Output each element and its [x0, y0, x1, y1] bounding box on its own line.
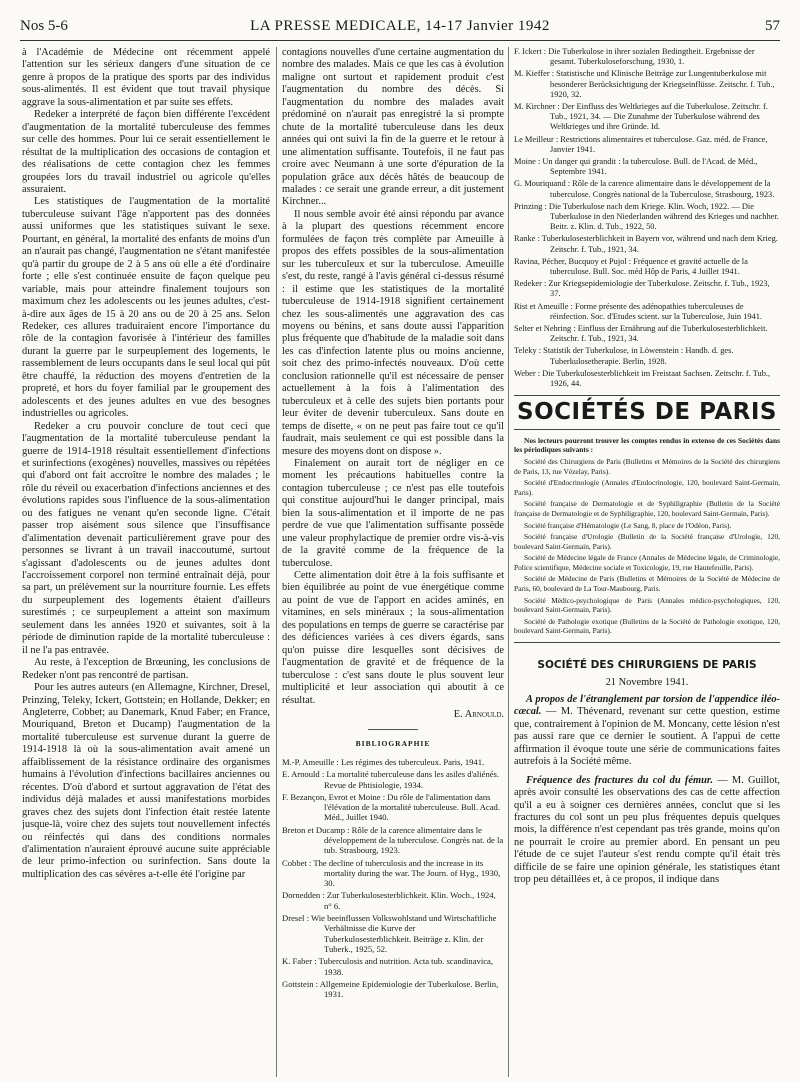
- column-2: [282, 47, 504, 1077]
- bibliography-entry: K. Faber : Tuberculosis and nutrition. Acta tub. scandinavica, 1938.: [282, 956, 493, 977]
- page-number: 57: [765, 18, 780, 34]
- paragraph: à l'Académie de Médecine ont récemment appelé l'attention sur les sérieux dangers d'une situation de ce genre à propos de la pratique des sports par des individus sous-alimentés. Il est évident que tout travail physique aggrave la sous-alimentation et par suite ses effets.: [22, 47, 270, 108]
- paragraph: Redeker a cru pouvoir conclure de tout ceci que l'augmentation de la mortalité tuberculeuse pendant la guerre de 1914-1918 résultait essentiellement d'infections et surinfections (exogènes) nouvelles, massives ou répétées qui d'abord ont fait accroître le nombre des malades ; le rôle du réveil ou exacerbation d'infections anciennes et des évolutions rapides sous l'influence de la sous-alimentation ou des fatigues ne venant qu'en seconde ligne. C'était passer trop aisément sous silence que l'insuffisance d'alimentation devenait particulièrement grave pour des personnes se livrant à un travail inaccoutumé, surtout s'agissant d'adolescents ou de jeunes adultes dont l'accroissement corporel non terminé entraînait déjà, pour sa part, un prélèvement sur la nourriture fournie. Les effets du surpeuplement des logements étaient d'ailleurs surestimés ; ce surpeuplement a atteint son maximum seulement dans les années 1920 et suivantes, soit à la période de diminution rapide de la mortalité tuberculeuse : il ne l'a pas entravée.: [22, 420, 270, 656]
- society-entry: Société des Chirurgiens de Paris (Bulletins et Mémoires de la Société des chirurgiens de Paris, 13, rue Vézelay, Paris).: [514, 456, 780, 476]
- bibliography-entry: Breton et Ducamp : Rôle de la carence alimentaire dans le développement de la tuberculose. Congrès nat. de la tub. Strasbourg, 1923.: [282, 824, 504, 856]
- bibliography-entry: E. Arnould : La mortalité tuberculeuse dans les asiles d'aliénés. Revue de Phtisiologie, 1934.: [282, 769, 500, 790]
- bibliography-entry: Prinzing : Die Tuberkulose nach dem Kriege. Klin. Woch, 1922. — Die Tuberkulose in den Niederlanden während des Krieges und nachher. Beitr. z. Klin. d. Tub., 1922, 50.: [514, 201, 779, 232]
- bibliography-entry: Teleky : Statistik der Tuberkulose, in Löwenstein : Handb. d. ges. Tuberkulosetherapie. Berlin, 1928.: [514, 346, 734, 366]
- bibliography-entry: M. Kieffer : Statistische und Klinische Beiträge zur Lungentuberkulose mit besonderer Berücksichtigung der Kriegseinflüsse. Zeitschr. f. Tub., 1920, 32.: [514, 69, 775, 99]
- paragraph: Au reste, à l'exception de Brœuning, les conclusions de Redeker n'ont pas rencontré de partisan.: [22, 657, 270, 681]
- societies-intro: Nos lecteurs pourront trouver les comptes rendus in extenso de ces Sociétés dans les périodiques suivants :: [514, 435, 780, 455]
- societies-list: [514, 436, 780, 636]
- bibliography-entry: Moine : Un danger qui grandit : la tuberculose. Bull. de l'Acad. de Méd., Septembre 1941.: [514, 157, 758, 177]
- paragraph: contagions nouvelles d'une certaine augmentation du nombre des malades. Mais ce que les cas à évolution maligne ont surtout et rapidement produit c'est l'augmentation du nombre des décès. Si l'augmentation du nombre des malades avait prédominé on n'aurait pas enregistré la si prompte chute de la mortalité tuberculeuse dans les deux années qui ont suivi la fin de la guerre et le retour à une alimentation suffisante. Toutefois, il ne faut pas croire avec Neumann à une sorte d'épuration de la population grâce aux décès hâtés de beaucoup de malades : ce serait une grande erreur, a dit justement Kirchner...: [282, 47, 504, 208]
- communication: [514, 694, 780, 769]
- bibliography-heading: BIBLIOGRAPHIE: [355, 739, 431, 749]
- header-rule: [20, 40, 780, 41]
- communication-title: Fréquence des fractures du col du fémur.: [526, 774, 713, 786]
- communication: [514, 775, 780, 887]
- society-entry: Société française d'Hématologie (Le Sang, 8, place de l'Odéon, Paris).: [524, 520, 732, 530]
- paragraph: Pour les autres auteurs (en Allemagne, Kirchner, Dresel, Prinzing, Teleky, Ickert, Gottstein; en Hollande, Dekker; en Angleterre, Cobbet; au Danemark, Knud Faber; en France, Mouriquand, Breton et Ducamp) l'augmentation de la mortalité tuberculeuse est survenue durant la guerre de 1914-1918 là où la sous-alimentation avait amené un affaiblissement de la résistance ordinaire des organismes humains à l'évolution d'infections bacillaires anciennes ou récentes. D'où d'abord et surtout aggravation de l'état des individus déjà malades et aussi manifestations morbides graves chez des sujets dont l'infection était restée latente jusque-là, voire chez des sujets tout nouvellement infectés ou réinfectés qui dans des conditions normales d'alimentation n'auraient éprouvé aucune suite appréciable de leur primo-infection ou surinfection. Sans doute la multiplication des cas sévères a-t-elle été l'origine par: [22, 682, 270, 880]
- paragraph: Cette alimentation doit être à la fois suffisante et bien équilibrée au point de vue énergétique comme au point de vue de l'apport en acides aminés, en vitamines, en sels minéraux ; la sous-alimentation des populations en temps de guerre se caractérise par des déficiences variées à ces divers égards, sans qu'on puisse dire lesquelles sont décisives de l'augmentation de gravité et de fréquence de la tuberculose : c'est sans doute le plus souvent leur multiplicité et leur association qui aboutit à ce résultat.: [282, 570, 504, 706]
- bibliography-entry: Cobbet : The decline of tuberculosis and the increase in its mortality during the war. The Journ. of Hyg., 1930, 30.: [282, 857, 501, 889]
- bibliography-entry: Ravina, Pécher, Bucquoy et Pujol : Fréquence et gravité actuelle de la tuberculose. Bull. Soc. méd Hôp de Paris, 4 Juillet 1941.: [514, 256, 748, 277]
- bibliography-entry: Rist et Ameuille : Forme présente des adénopathies tuberculeuses de réinfection. Soc. d'Etudes scient. sur la Tuberculose, Juin 1941.: [514, 301, 763, 321]
- communication-text: — M. Guillot, après avoir consulté les observations des cas de cette affection qu'il a eu à soigner ces dernières années, conclut que si les fractures du col sont un peu plus fréquentes depuis quelques mois, la différence n'est cependant pas très grande, moins qu'on ne pourrait le croire au premier abord. En pensant un peu l'étude de ce sujet l'auteur s'est rendu compte qu'il était très difficile de se faire une opinion générale, les statistiques étant trop peu détaillées et, à ce propos, il indique dans: [514, 774, 780, 886]
- society-entry: Société de Médecine légale de France (Annales de Médecine légale, de Criminologie, Police scientifique, Médecine sociale et Toxicologie, 19, rue Hautefeuille, Paris).: [514, 553, 780, 572]
- column-1: [22, 47, 270, 1077]
- paragraph: Les statistiques de l'augmentation de la mortalité tuberculeuse suivant l'âge n'apportent pas des données aussi uniformes que les statistiques suivant le sexe. Pourtant, en général, la mortalité des enfants de moins d'un an n'aurait pas changé, l'augmentation ne s'étant manifestée qu'à partir du groupe de 2 à 5 ans où elle a été d'ordinaire forte ; elle s'est continuée ensuite de façon quelque peu variable, mais pour atteindre finalement toujours son maximum chez les adolescents ou les jeunes adultes, c'est-à-dire aux âges de 15 à 20 ans ou de 20 à 25 ans. Selon Redeker, ces allures traduiraient encore l'importance du rôle de la contagion favorisée à l'intérieur des familles durant la guerre par le surpeuplement des logements, le rassemblement de leurs occupants dans le seul local qui pût être chauffé, la réduction des moyens d'entretien de la propreté, et hors du foyer familial par le groupement des adolescents et des jeunes adultes en vue des besognes industrielles ou agricoles.: [22, 196, 270, 420]
- bibliography-entry: Selter et Nehring : Einfluss der Ernährung auf die Tuberkulosesterblichkeit. Zeitschr. f. Tub., 1921, 34.: [514, 324, 768, 344]
- society-entry: Société française de Dermatologie et de Syphiligraphie (Bulletin de la Société française de Dermatologie et de Syphiligraphie, 120, boulevard Saint-Germain, Paris).: [514, 499, 780, 518]
- communication-title: A propos de l'étranglement par torsion de l'appendice iléo-cæcal.: [514, 693, 780, 718]
- column-divider: [276, 47, 277, 1077]
- section-rule: [514, 642, 780, 643]
- society-entry: Société Médico-psychologique de Paris (Annales médico-psychologiques, 120, boulevard Saint-Germain, Paris).: [514, 595, 780, 615]
- section-rule: [514, 395, 780, 396]
- page-header: [20, 18, 780, 40]
- communication-text: — M. Thévenard, revenant sur cette question, estime que, contrairement à l'opinion de M. Moncany, cette lésion n'est pas aussi rare que ce dernier le soutient. A l'appui de cette affirmation il évoque toute une série de communications faites autrefois à la Société même.: [514, 706, 780, 768]
- bibliography-entry: M.-P. Ameuille : Les régimes des tuberculeux. Paris, 1941.: [282, 756, 485, 767]
- bibliography-entry: F. Ickert : Die Tuberkulose in ihrer sozialen Bedingtheit. Ergebnisse der gesamt. Tuberkuloseforschung, 1930, 1.: [514, 47, 755, 67]
- section-rule: [514, 429, 780, 430]
- paragraph: Il nous semble avoir été ainsi répondu par avance à la plupart des questions récemment encore formulées de façon très complète par Ameuille à propos des effets possibles de la sous-alimentation sur les tuberculeux et sur la tuberculose. Ameuille s'est, du reste, rangé à l'avis général ci-dessus résumé : il estime que les statistiques de la mortalité tuberculeuse de 1914-1918 signifient certainement chez les sous-alimentés une aggravation des cas moyens ou bénins, et sans doute aussi l'apparition plus fréquente que d'habitude de la maladie soit dans les cas d'infection latente plus ou moins ancienne, soit chez des primo-infectés nouveaux. D'où cette conclusion rationnelle qu'il est nécessaire de penser actuellement à la fois à l'alimentation des tuberculeux et à celle des sujets bien portants pour leur éviter de devenir tuberculeux. Sans doute en temps de disette, « on ne peut pas faire tout ce qu'il faudrait, mais seulement ce qui est possible dans la mesure des moyens dont on dispose ».: [282, 208, 504, 457]
- article-author: E. Arnould.: [453, 709, 504, 721]
- society-entry: Société de Pathologie exotique (Bulletins de la Société de Pathologie exotique, 120, boulevard Saint-Germain, Paris).: [514, 616, 780, 636]
- column-3: [514, 47, 780, 1077]
- bibliography-entry: Ranke : Tuberkulosesterblichkeit in Bayern vor, während und nach dem Krieg. Zeitschr. f. Tub., 1921, 34.: [514, 234, 778, 254]
- society-entry: Société de Médecine de Paris (Bulletins et Mémoires de la Société de Médecine de Paris, 60, boulevard de La Tour-Maubourg, Paris.: [514, 574, 780, 594]
- paragraph: Finalement on aurait tort de négliger en ce moment les précautions habituelles contre la contagion tuberculeuse ; ce n'est pas elle toutefois qui constitue aujourd'hui le danger principal, mais bien la sous-alimentation et il importe de ne pas perdre de vue que l'alimentation suffisante possède une valeur prophylactique de premier ordre vis-à-vis de la gravité comme de la fréquence de la tuberculose.: [282, 457, 504, 569]
- bibliography-entry: G. Mouriquand : Rôle de la carence alimentaire dans le développement de la tuberculose. Congrès national de la Tuberculose, Strasbourg, 1923.: [514, 179, 775, 199]
- bibliography-entry: Dornedden : Zur Tuberkulosesterblichkeit. Klin. Woch., 1924, n° 6.: [282, 890, 496, 911]
- journal-title: LA PRESSE MEDICALE, 14-17 Janvier 1942: [250, 18, 550, 34]
- section-title: SOCIÉTÉS DE PARIS: [517, 399, 777, 426]
- issue-number: Nos 5-6: [20, 18, 68, 34]
- bibliography-entry: Dresel : Wie beeinflussen Volkswohlstand und Wirtschaftliche Verhältnisse die Kurve der Tuberkulosesterblichkeit. Beiträge z. Klin. der Tuberk., 1925, 52.: [282, 913, 497, 954]
- bibliography-entry: M. Kirchner : Der Einfluss des Weltkrieges auf die Tuberkulose. Zeitschr. f. Tub., 1921, 34. — Die Zunahme der Tuberkulose während des Weltkrieges und ihre Gründe. Id.: [514, 102, 768, 132]
- society-entry: Société française d'Urologie (Bulletin de la Société française d'Urologie, 120, boulevard Saint-Germain, Paris).: [514, 532, 780, 551]
- bibliography-entry: Gottstein : Allgemeine Epidemiologie der Tuberkulose. Berlin, 1931.: [282, 978, 499, 1000]
- separator: [368, 729, 418, 730]
- society-title: SOCIÉTÉ DES CHIRURGIENS DE PARIS: [537, 659, 757, 672]
- meeting-date: 21 Novembre 1941.: [605, 677, 689, 689]
- bibliography-entry: Weber : Die Tuberkulosesterblichkeit im Freistaat Sachsen. Zeitschr. f. Tub., 1926, 44.: [514, 368, 771, 389]
- bibliography-entry: F. Bezançon, Evrot et Moine : Du rôle de l'alimentation dans l'élévation de la mortalité tuberculeuse. Bull. Acad. Méd., Juillet 1940.: [282, 791, 500, 823]
- bibliography-entry: Le Meilleur : Restrictions alimentaires et tuberculose. Gaz. méd. de France, Janvier 1941.: [514, 134, 768, 154]
- bibliography-entry: Redeker : Zur Kriegsepidemiologie der Tuberkulose. Zeitschr. f. Tub., 1923, 37.: [514, 279, 770, 299]
- society-entry: Société d'Endocrinologie (Annales d'Endocrinologie, 120, boulevard Saint-Germain, Paris).: [514, 478, 780, 497]
- paragraph: Redeker a interprété de façon bien différente l'excédent d'augmentation de la mortalité tuberculeuse des femmes sur celle des hommes. Pour lui ce serait essentiellement le résultat de la multiplication des occasions de contagion et des réalisations de cette contagion chez les femmes groupées lors du travail industriel ou agricole qu'elles assuraient.: [22, 109, 270, 195]
- column-divider: [508, 47, 509, 1077]
